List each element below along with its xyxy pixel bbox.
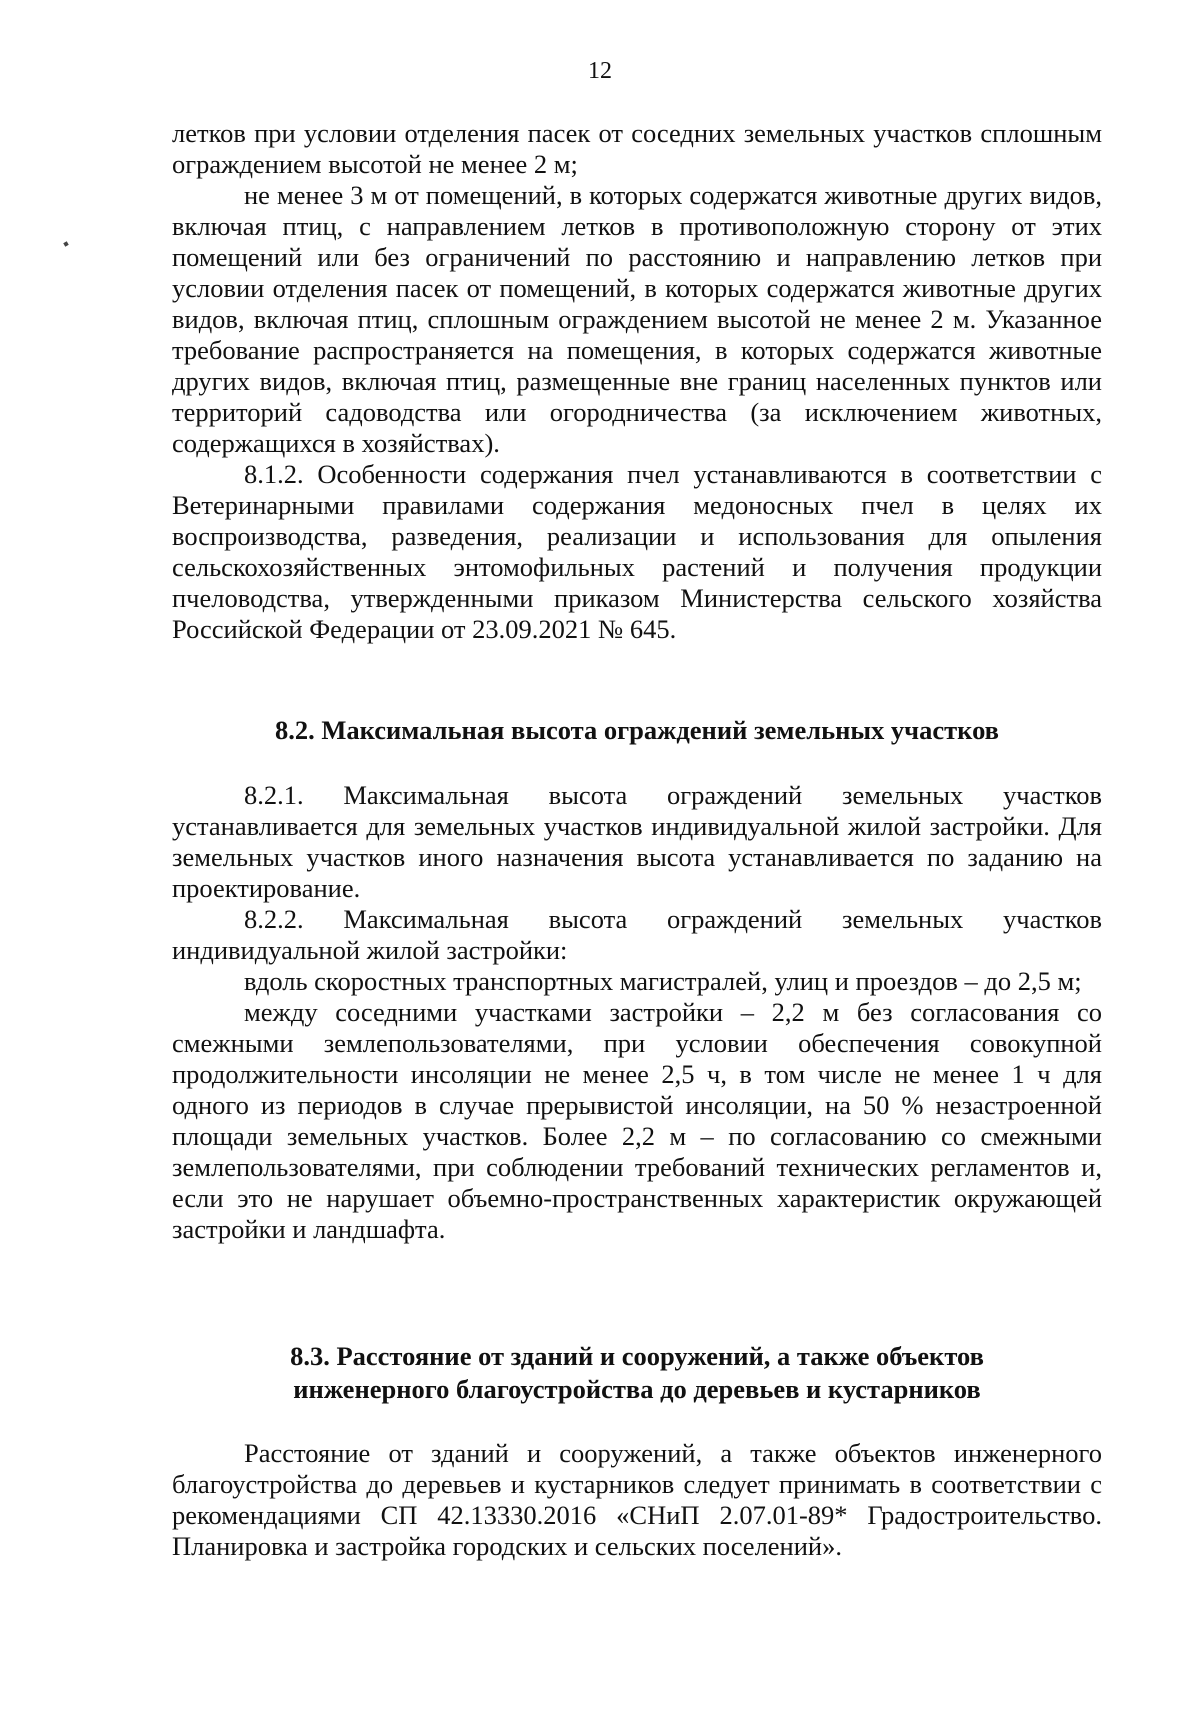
paragraph: Расстояние от зданий и сооружений, а также объектов инженерного благоустройства до деревьев и кустарников следует принимать в соответствии с рекомендациями СП 42.13330.2016 «СНиП 2.07.01-89* Градостроительство. Планировка и застройка городских и сельских поселений».: [172, 1438, 1102, 1561]
scan-speck: [63, 241, 68, 246]
paragraph-8-1-2: 8.1.2. Особенности содержания пчел устанавливаются в соответствии с Ветеринарными правилами содержания медоносных пчел в целях их воспроизводства, разведения, реализации и использования для опыления сельскохозяйственных энтомофильных растений и получения продукции пчеловодства, утвержденными приказом Министерства сельского хозяйства Российской Федерации от 23.09.2021 № 645.: [172, 459, 1102, 644]
paragraph: летков при условии отделения пасек от соседних земельных участков сплошным ограждением высотой не менее 2 м;: [172, 118, 1102, 179]
paragraph-8-2-1: 8.2.1. Максимальная высота ограждений земельных участков устанавливается для земельных участков индивидуальной жилой застройки. Для земельных участков иного назначения высота устанавливается по заданию на проектирование.: [172, 780, 1102, 903]
section-heading-8-3: [172, 1340, 1102, 1406]
text-block-8-2: [172, 780, 1102, 1245]
paragraph-8-2-2: 8.2.2. Максимальная высота ограждений земельных участков индивидуальной жилой застройки:: [172, 904, 1102, 965]
paragraph: не менее 3 м от помещений, в которых содержатся животные других видов, включая птиц, с направлением летков в противоположную сторону от этих помещений или без ограничений по расстоянию и направлению летков при условии отделения пасек от помещений, в которых содержатся животные других видов, включая птиц, сплошным ограждением высотой не менее 2 м. Указанное требование распространяется на помещения, в которых содержатся животные других видов, включая птиц, размещенные вне границ населенных пунктов или территорий садоводства или огородничества (за исключением животных, содержащихся в хозяйствах).: [172, 180, 1102, 458]
heading-line: инженерного благоустройства до деревьев и кустарников: [293, 1374, 981, 1404]
page-number: 12: [588, 58, 612, 84]
text-block-8-3: [172, 1438, 1102, 1562]
text-block-8-1: [172, 118, 1102, 645]
paragraph: между соседними участками застройки – 2,2 м без согласования со смежными землепользователями, при условии обеспечения совокупной продолжительности инсоляции не менее 2,5 ч, в том числе не менее 1 ч для одного из периодов в случае прерывистой инсоляции, на 50 % незастроенной площади земельных участков. Более 2,2 м – по согласованию со смежными землепользователями, при соблюдении требований технических регламентов и, если это не нарушает объемно-пространственных характеристик окружающей застройки и ландшафта.: [172, 997, 1102, 1244]
section-heading-8-2: 8.2. Максимальная высота ограждений земельных участков: [275, 715, 999, 745]
heading-line: 8.3. Расстояние от зданий и сооружений, а также объектов: [290, 1341, 984, 1371]
paragraph: вдоль скоростных транспортных магистралей, улиц и проездов – до 2,5 м;: [244, 966, 1082, 996]
